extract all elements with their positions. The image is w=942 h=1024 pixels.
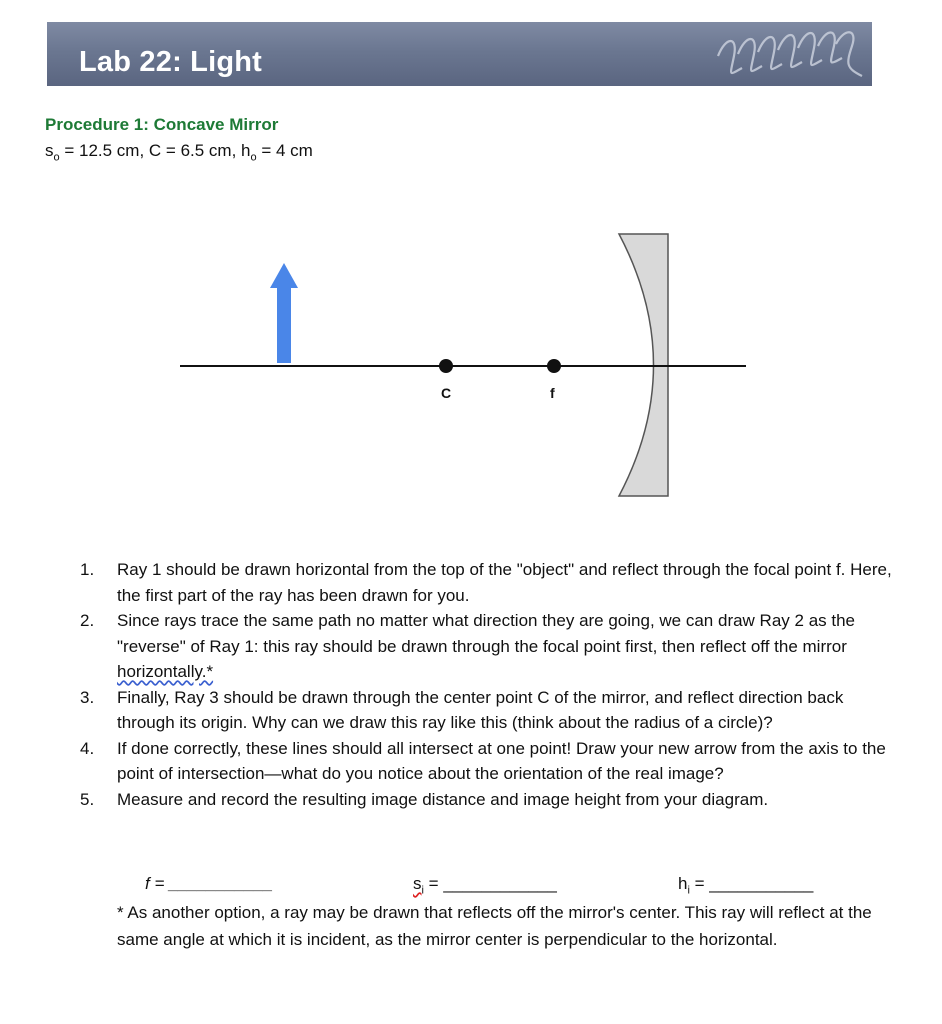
image-distance-blank[interactable] [413, 874, 557, 896]
step-5 [80, 787, 900, 813]
footnote: * As another option, a ray may be drawn that reflects off the mirror's center. This ray will reflect at the same angle at which it is incident, as the mirror center is perpendicular to the horizontal. [117, 903, 872, 949]
step-2 [80, 608, 900, 685]
step-text: Since rays trace the same path no matter what direction they are going, we can draw Ray 2 as the "reverse" of Ray 1: this ray should be drawn through the focal point first, then reflect off the mirror [117, 611, 855, 656]
param-ho-subscript: o [250, 151, 257, 164]
param-values-text: = 12.5 cm, C = 6.5 cm, h [59, 141, 251, 160]
step-number: 4. [80, 738, 95, 758]
param-so-symbol: s [45, 141, 54, 160]
step-number: 2. [80, 611, 95, 630]
hi-symbol: h [678, 874, 688, 893]
hi-subscript: i [687, 884, 690, 897]
param-ho-value: = 4 cm [256, 141, 313, 160]
label-f: f [550, 385, 555, 401]
step-text: Ray 1 should be drawn horizontal from the top of the "object" and reflect through the focal point f. Here, the first part of the ray has been drawn for you. [117, 560, 892, 605]
focal-point-f [547, 359, 561, 373]
procedure-steps [80, 557, 900, 812]
step-text: If done correctly, these lines should all intersect at one point! Draw your new arrow from the axis to the point of intersection—what do you notice about the orientation of the real image? [117, 738, 886, 783]
center-point-c [439, 359, 453, 373]
step-number: 1. [80, 560, 95, 579]
procedure-title: Procedure 1: Concave Mirror [45, 115, 279, 134]
focal-length-blank[interactable]: f = ___________ [145, 874, 274, 893]
page-title: Lab 22: Light [79, 46, 263, 78]
measurement-row [145, 874, 865, 899]
step-1 [80, 557, 900, 608]
hi-blank-line: = ___________ [689, 874, 814, 893]
step-text: Measure and record the resulting image distance and image height from your diagram. [117, 789, 769, 809]
label-c: C [441, 385, 452, 401]
step-4 [80, 736, 900, 787]
step-3 [80, 685, 900, 736]
image-height-blank[interactable] [678, 874, 813, 896]
param-so-subscript: o [53, 151, 60, 164]
object-arrow [270, 263, 298, 363]
step-number: 3. [80, 687, 95, 707]
step-text-underlined: horizontally.* [117, 662, 214, 681]
step-number: 5. [80, 789, 95, 809]
si-blank-line: = ____________ [423, 874, 557, 893]
si-subscript: i [421, 884, 424, 897]
si-symbol: s [413, 874, 422, 893]
step-text: Finally, Ray 3 should be drawn through the center point C of the mirror, and reflect direction back through its origin. Why can we draw this ray like this (think about the radius of a circle)? [117, 687, 844, 732]
